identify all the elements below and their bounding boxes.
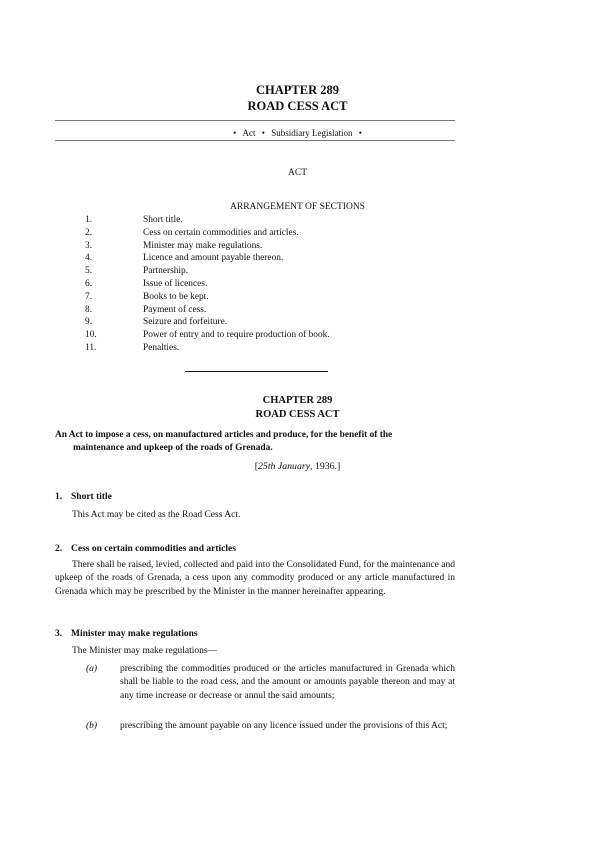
toc-item-number: 2. (85, 227, 93, 238)
subparagraph-label (55, 663, 120, 703)
nav-bullet: • (358, 128, 362, 138)
nav-subsidiary-link[interactable]: Subsidiary Legislation (271, 128, 353, 138)
toc-item-number: 6. (85, 278, 93, 289)
toc-item-number: 10. (85, 330, 97, 341)
toc-item[interactable] (55, 265, 455, 278)
long-title (55, 429, 455, 455)
toc-item[interactable] (55, 304, 455, 317)
act-title: ROAD CESS ACT (247, 99, 348, 113)
toc-item-number: 11. (85, 342, 97, 353)
chapter-number: CHAPTER 289 (256, 83, 339, 97)
toc-item-title: Partnership. (143, 266, 189, 277)
section-text: There shall be raised, levied, collected and paid into the Consolidated Fund, for the maintenance and upkeep of the roads of Grenada, a cess upon any commodity produced or any article manufactured in Grenada which may be prescribed by the Minister in the manner hereinafter appearing. (55, 560, 455, 597)
subparagraph-label-text: (a) (86, 664, 98, 674)
date-italic: 25th January (258, 461, 311, 472)
toc-item[interactable] (55, 316, 455, 329)
nav-bullet: • (233, 128, 237, 138)
body-title-block (0, 394, 595, 422)
section-heading (55, 491, 112, 504)
section-divider (185, 371, 328, 372)
toc-item-number: 5. (85, 266, 93, 277)
section-paragraph (55, 645, 455, 658)
section-heading-text: Short title (71, 492, 112, 502)
section-number: 1. (55, 492, 63, 502)
section-subparagraph (55, 663, 455, 703)
toc-item-title: Short title. (143, 215, 183, 225)
section-heading-text: Minister may make regulations (71, 629, 198, 639)
toc-item[interactable] (55, 240, 455, 253)
date-bracket: [ (254, 461, 259, 472)
toc-item-title: Cess on certain commodities and articles. (143, 227, 299, 238)
toc-item-number: 9. (85, 317, 93, 328)
toc-item-number: 4. (85, 253, 93, 264)
section-number: 3. (55, 629, 63, 639)
arrangement-heading: ARRANGEMENT OF SECTIONS (230, 202, 365, 212)
toc-item-title: Issue of licences. (143, 278, 208, 289)
toc-item-title: Seizure and forfeiture. (143, 317, 228, 328)
section-heading (55, 543, 236, 556)
document-nav (0, 127, 595, 139)
nav-bullet: • (261, 128, 265, 138)
toc-item[interactable] (55, 252, 455, 265)
subparagraph-label-text: (b) (86, 721, 98, 731)
section-subparagraph (55, 720, 455, 733)
document-title-block (0, 82, 595, 114)
section-heading (55, 628, 198, 641)
subparagraph-text: prescribing the commodities produced or the articles manufactured in Grenada which shall be liable to the road cess, and the amount or amounts payable thereon and may at any time increase or decrease or annul the said amounts; (120, 664, 455, 701)
toc-item-title: Books to be kept. (143, 291, 209, 302)
toc-item-number: 8. (85, 304, 93, 315)
toc-item-number: 7. (85, 291, 93, 302)
subparagraph-label (55, 720, 120, 733)
toc-item-title: Penalties. (143, 342, 180, 353)
long-title-line: maintenance and upkeep of the roads of Grenada. (73, 443, 273, 453)
subparagraph-text: prescribing the amount payable on any licence issued under the provisions of this Act; (120, 721, 448, 731)
date-rest: , 1936.] (310, 461, 341, 472)
section-paragraph (55, 509, 455, 522)
toc-item[interactable] (55, 227, 455, 240)
toc-item[interactable] (55, 329, 455, 342)
nav-top-rule (55, 120, 455, 121)
toc-item[interactable] (55, 214, 455, 227)
toc-item[interactable] (55, 278, 455, 291)
body-chapter-number: CHAPTER 289 (262, 395, 333, 406)
table-of-contents (55, 214, 455, 355)
section-paragraph (55, 559, 455, 599)
toc-item-title: Licence and amount payable thereon. (143, 253, 284, 264)
nav-bottom-rule (55, 140, 455, 141)
toc-item[interactable] (55, 291, 455, 304)
section-text: This Act may be cited as the Road Cess Act. (72, 510, 241, 520)
section-heading-text: Cess on certain commodities and articles (71, 544, 236, 554)
body-act-title: ROAD CESS ACT (255, 409, 340, 420)
section-text: The Minister may make regulations— (72, 646, 218, 656)
toc-item-title: Minister may make regulations. (143, 240, 263, 251)
toc-item-title: Power of entry and to require production of book. (143, 330, 330, 341)
nav-act-link[interactable]: Act (242, 128, 256, 138)
commencement-date (0, 460, 595, 473)
long-title-line: An Act to impose a cess, on manufactured articles and produce, for the benefit of the (55, 430, 393, 440)
section-number: 2. (55, 544, 63, 554)
act-heading: ACT (288, 168, 307, 178)
toc-item[interactable] (55, 342, 455, 355)
toc-item-number: 1. (85, 215, 93, 225)
toc-item-number: 3. (85, 240, 93, 251)
toc-item-title: Payment of cess. (143, 304, 207, 315)
